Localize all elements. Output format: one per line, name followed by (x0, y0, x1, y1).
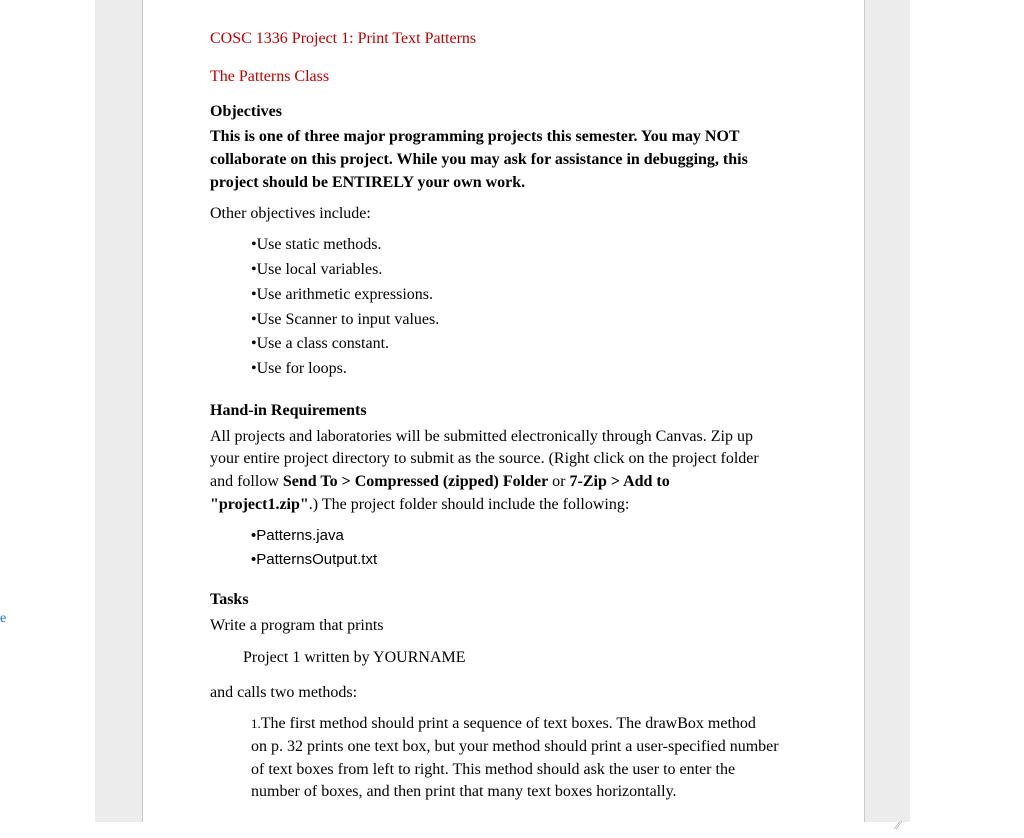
objective-bullet: •Use a class constant. (251, 335, 390, 352)
task-item-line: of text boxes from left to right. This method should ask the user to enter the (251, 761, 736, 778)
document-subtitle: The Patterns Class (210, 68, 330, 85)
handin-text: and follow (210, 473, 283, 490)
send-to-instruction: Send To > Compressed (zipped) Folder (282, 473, 549, 490)
objective-bullet: •Use arithmetic expressions. (251, 286, 433, 303)
objectives-heading: Objectives (210, 103, 282, 120)
handin-text: .) The project folder should include the following: (308, 496, 630, 513)
task-item-line: number of boxes, and then print that many text boxes horizontally. (251, 783, 677, 800)
objective-bullet: •Use for loops. (251, 360, 347, 377)
link-marker[interactable]: e (0, 611, 7, 626)
zip-instruction: 7-Zip > Add to (569, 473, 670, 490)
left-margin-gutter (95, 0, 143, 822)
objectives-line: collaborate on this project. While you may ask for assistance in debugging, this (210, 151, 748, 168)
document-page (143, 0, 864, 822)
objectives-line: This is one of three major programming projects this semester. You may NOT (210, 128, 740, 145)
zip-filename: "project1.zip" (210, 496, 309, 513)
document-title: COSC 1336 Project 1: Print Text Patterns (210, 30, 477, 47)
resize-grip-icon[interactable]: ⁄⁄ (896, 818, 901, 832)
other-objectives-intro: Other objectives include: (210, 205, 371, 222)
task-item-text: The first method should print a sequence of text boxes. The drawBox method (260, 715, 756, 732)
handin-line: your entire project directory to submit as the source. (Right click on the project folder (210, 450, 759, 467)
task-item-line: on p. 32 prints one text box, but your method should print a user-specified number (251, 738, 779, 755)
objective-bullet: •Use Scanner to input values. (251, 311, 440, 328)
tasks-quote: Project 1 written by YOURNAME (243, 649, 466, 666)
right-margin-gutter (864, 0, 910, 822)
handin-line (210, 493, 629, 516)
handin-heading: Hand-in Requirements (210, 402, 367, 419)
file-bullet: •Patterns.java (251, 527, 344, 544)
objective-bullet: •Use static methods. (251, 236, 382, 253)
handin-text: or (548, 473, 570, 490)
task-item-number: 1. (251, 716, 261, 731)
tasks-heading: Tasks (210, 591, 249, 608)
tasks-intro: Write a program that prints (210, 617, 384, 634)
objective-bullet: •Use local variables. (251, 261, 383, 278)
handin-line: All projects and laboratories will be submitted electronically through Canvas. Zip up (210, 428, 753, 445)
task-item-line (251, 712, 756, 735)
tasks-calls: and calls two methods: (210, 684, 358, 701)
handin-line (210, 470, 670, 493)
objectives-line: project should be ENTIRELY your own work. (210, 174, 526, 191)
file-bullet: •PatternsOutput.txt (251, 551, 378, 568)
